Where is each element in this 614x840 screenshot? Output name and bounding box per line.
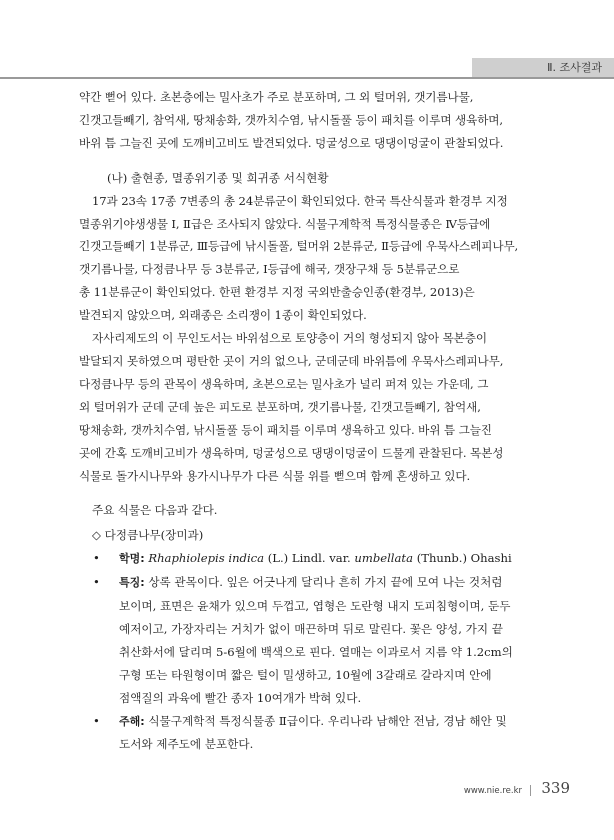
header-rule <box>0 77 614 79</box>
text-line: 자사리제도의 이 무인도서는 바위섬으로 토양층이 거의 형성되지 않아 목본층이 <box>92 331 487 346</box>
text-line: 예저이고, 가장자리는 거치가 없이 매끈하며 뒤로 말린다. 꽃은 양성, 가지 끝 <box>119 621 503 636</box>
species-status-paragraph <box>79 190 537 327</box>
text-line: 발달되지 못하였으며 평탄한 곳이 거의 없으나, 군데군데 바위틈에 우묵사스레피나무, <box>79 353 504 368</box>
plant-entry-heading <box>79 524 537 547</box>
text-line: 취산화서에 달리며 5-6월에 백색으로 핀다. 열매는 이과로서 지름 약 1.2cm의 <box>119 644 513 659</box>
scientific-genus-species: Rhaphiolepis indica <box>148 551 265 566</box>
text-line: 점액질의 과육에 빨간 종자 10여개가 박혀 있다. <box>119 690 362 705</box>
main-plants-intro <box>79 499 537 522</box>
text-line: 보이며, 표면은 윤채가 있으며 두껍고, 엽형은 도란형 내지 도피침형이며, 둔두 <box>119 599 511 614</box>
text-line: 식물로 돌가시나무와 용가시나무가 다른 식물 위를 뻗으며 함께 혼생하고 있다. <box>79 468 471 483</box>
plant-name: 다정큼나무(장미과) <box>104 528 204 543</box>
text-line: 17과 23속 17종 7변종의 총 24분류군이 확인되었다. 한국 특산식물과 환경부 지정 <box>92 193 508 208</box>
text-line: 식물구계학적 특정식물종 Ⅱ급이다. 우리나라 남해안 전남, 경남 해안 및 <box>148 713 507 728</box>
feature-row <box>79 571 537 709</box>
page-content <box>79 86 537 756</box>
bullet-icon: • <box>93 575 100 590</box>
text-line: 긴갯고들빼기 1분류군, Ⅲ등급에 낚시돌풀, 털머위 2분류군, Ⅱ등급에 우묵사스레피나무, <box>79 239 519 254</box>
page-number: 339 <box>541 779 570 797</box>
vegetation-paragraph <box>79 327 537 487</box>
text-line: 총 11분류군이 확인되었다. 한편 환경부 지정 국외반출승인종(환경부, 2013)은 <box>79 285 475 300</box>
text-line: 곳에 간혹 도깨비고비가 생육하며, 덩굴성으로 댕댕이덩굴이 드물게 관찰된다. 목본성 <box>79 445 504 460</box>
section-heading: (나) 출현종, 멸종위기종 및 희귀종 서식현황 <box>107 170 329 185</box>
diamond-marker-icon: ◇ <box>92 528 101 543</box>
footer-url: www.nie.re.kr <box>463 786 522 796</box>
text-line: 다정큼나무 등의 관목이 생육하며, 초본으로는 밀사초가 널리 퍼져 있는 가운데, 그 <box>79 376 489 391</box>
page-footer <box>440 778 580 802</box>
scientific-variety-author: (Thunb.) Ohashi <box>416 551 512 566</box>
text-line: 땅채송화, 갯까치수염, 낚시돌풀 등이 패치를 이루며 생육하고 있다. 바위 틈 그늘진 <box>79 422 492 437</box>
intro-paragraph <box>79 86 537 155</box>
text-line: 구형 또는 타원형이며 짧은 털이 밀생하고, 10월에 3갈래로 갈라지며 안에 <box>119 667 492 682</box>
scientific-variety: umbellata <box>354 551 414 566</box>
bullet-icon: • <box>93 551 100 566</box>
text-line: 외 털머위가 군데 군데 높은 피도로 분포하며, 갯기름나물, 긴갯고들빼기, 참억새, <box>79 399 481 414</box>
feature-label: 특징: <box>119 576 145 590</box>
text-line: 발견되지 않았으며, 외래종은 소리쟁이 1종이 확인되었다. <box>79 308 367 323</box>
scientific-author: (L.) Lindl. var. <box>267 551 351 566</box>
chapter-tab: Ⅱ. 조사결과 <box>472 58 614 77</box>
bullet-icon: • <box>93 713 100 728</box>
note-label: 주해: <box>119 714 145 728</box>
text-line: 도서와 제주도에 분포한다. <box>119 737 254 752</box>
text-line: 약간 뻗어 있다. 초본층에는 밀사초가 주로 분포하며, 그 외 털머위, 갯기름나물, <box>79 90 474 104</box>
text-line: 주요 식물은 다음과 같다. <box>92 503 218 518</box>
text-line: 갯기름나물, 다정큼나무 등 3분류군, Ⅰ등급에 해국, 갯장구채 등 5분류군으로 <box>79 262 460 277</box>
footer-divider <box>530 785 531 796</box>
text-line: 멸종위기야생생물 Ⅰ, Ⅱ급은 조사되지 않았다. 식물구계학적 특정식물종은 Ⅳ등급에 <box>79 216 491 231</box>
text-line: 긴갯고들빼기, 참억새, 땅채송화, 갯까치수염, 낚시돌풀 등이 패치를 이루며 생육하며, <box>79 112 503 127</box>
note-row <box>79 710 537 757</box>
text-line: 바위 틈 그늘진 곳에 도깨비고비도 발견되었다. 덩굴성으로 댕댕이덩굴이 관찰되었다. <box>79 135 504 150</box>
text-line: 상록 관목이다. 잎은 어긋나게 달리나 흔히 가지 끝에 모여 나는 것처럼 <box>148 575 503 590</box>
scientific-name-row <box>79 547 537 571</box>
scientific-name-label: 학명: <box>119 552 145 566</box>
